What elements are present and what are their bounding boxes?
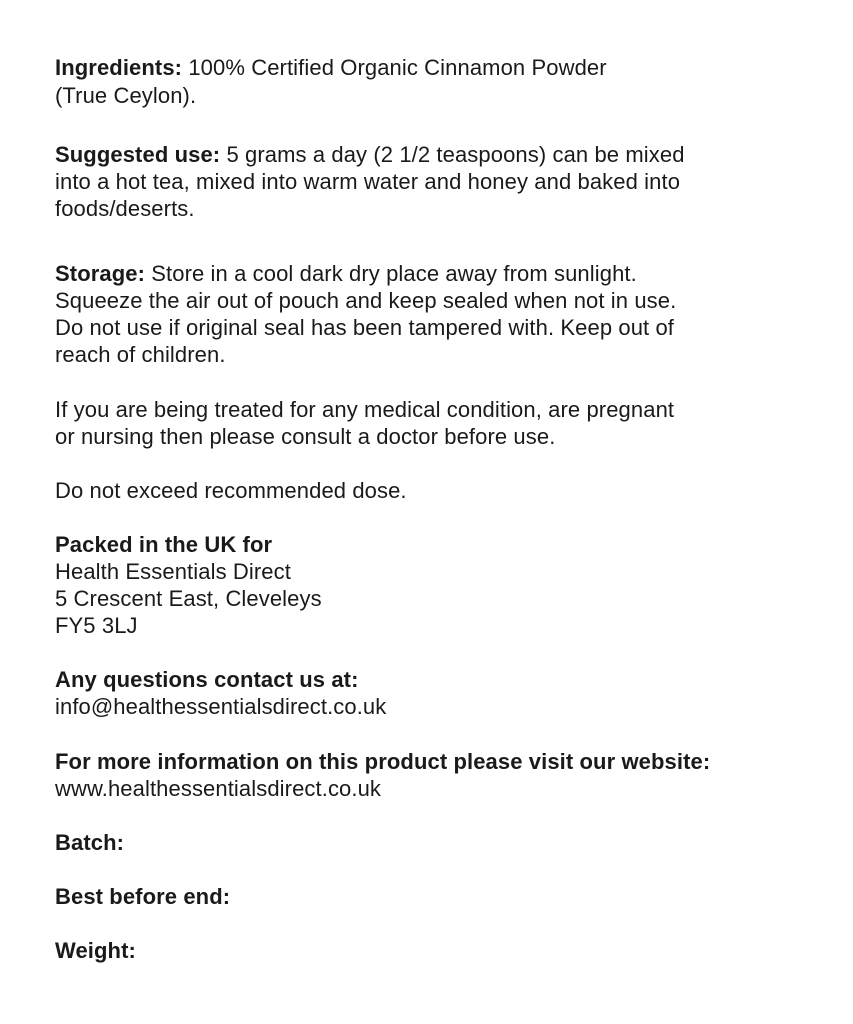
storage-line-2: Squeeze the air out of pouch and keep sealed when not in use. bbox=[55, 288, 677, 313]
dose-warning: Do not exceed recommended dose. bbox=[55, 478, 407, 503]
suggested-use-line-1 bbox=[55, 141, 685, 168]
storage-line-3: Do not use if original seal has been tampered with. Keep out of bbox=[55, 315, 675, 340]
website-url: www.healthessentialsdirect.co.uk bbox=[55, 776, 382, 801]
medical-warning-line-1: If you are being treated for any medical condition, are pregnant bbox=[55, 397, 675, 422]
storage-line-1 bbox=[55, 260, 637, 287]
website-heading: For more information on this product please visit our website: bbox=[55, 749, 711, 774]
packer-postcode: FY5 3LJ bbox=[55, 613, 138, 638]
suggested-use-heading: Suggested use: bbox=[55, 142, 221, 167]
medical-warning-line-2: or nursing then please consult a doctor before use. bbox=[55, 424, 556, 449]
ingredients-heading: Ingredients: bbox=[55, 55, 183, 80]
packer-company: Health Essentials Direct bbox=[55, 559, 291, 584]
ingredients-text: 100% Certified Organic Cinnamon Powder bbox=[188, 55, 607, 80]
suggested-use-line-2: into a hot tea, mixed into warm water and honey and baked into bbox=[55, 169, 681, 194]
storage-text: Store in a cool dark dry place away from sunlight. bbox=[151, 261, 637, 286]
suggested-use-text: 5 grams a day (2 1/2 teaspoons) can be mixed bbox=[226, 142, 685, 167]
storage-heading: Storage: bbox=[55, 261, 146, 286]
best-before-label: Best before end: bbox=[55, 884, 231, 909]
weight-label: Weight: bbox=[55, 938, 136, 963]
packer-address: 5 Crescent East, Cleveleys bbox=[55, 586, 322, 611]
ingredients-line-2: (True Ceylon). bbox=[55, 83, 197, 108]
batch-label: Batch: bbox=[55, 830, 125, 855]
storage-line-4: reach of children. bbox=[55, 342, 226, 367]
contact-email: info@healthessentialsdirect.co.uk bbox=[55, 694, 387, 719]
contact-heading: Any questions contact us at: bbox=[55, 667, 359, 692]
packer-heading: Packed in the UK for bbox=[55, 532, 273, 557]
suggested-use-line-3: foods/deserts. bbox=[55, 196, 195, 221]
ingredients-line-1 bbox=[55, 54, 607, 81]
